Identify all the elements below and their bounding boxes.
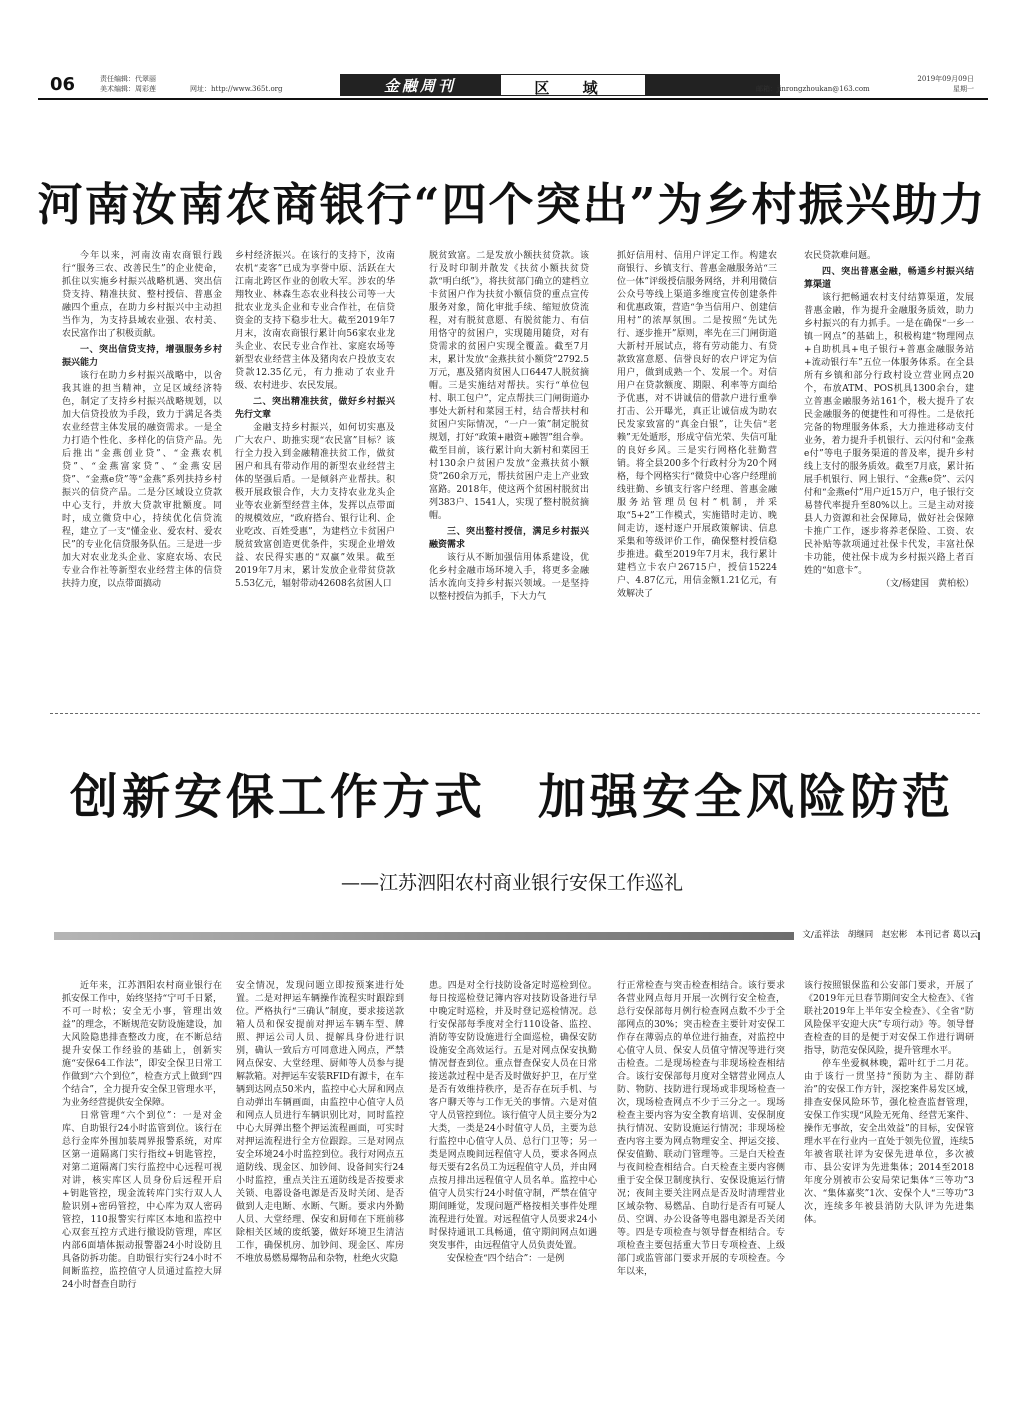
section-heading: 四、突出普惠金融，畅通乡村振兴结算渠道 [804, 267, 974, 290]
paragraph: 行正常检查与突击检查相结合。该行要求各营业网点每月开展一次例行安全检查，总行安保部每月例行检查网点数不少于全部网点的30%；突击检查主要针对安保工作存在薄弱点的单位进行抽查，对监控中心值守人员、保安人员值守情况等进行突击检查。二是现场检查与非现场检查相结合。该行安保部每月度对全辖营业网点人防、物防、技防进行现场或非现场检查一次，现场检查网点不少于三分之一。现场检查主要内容为安全教育培训、安保制度执行情况、安防设施运行情况；非现场检查内容主要为网点物理安全、押运交接、保安值勤、联动门管理等。三是白天检查与夜间检查相结合。白天检查主要内容侧重于安全保卫制度执行、安保设施运行情况；夜间主要关注网点是否及时清理营业区域杂物、易燃品、自助行是否有可疑人员、空调、办公设备等电器电源是否关闭等。四是专项检查与领导督查相结合。专项检查主要包括重大节日专项检查、上级部门或监管部门要求开展的专项检查。今年以来， [617, 981, 785, 1277]
paragraph: 今年以来，河南汝南农商银行践行“服务三农、改善民生”的企业使命，抓住以实施乡村振兴战略机遇、突出信贷支持、精准扶贫、整村授信、普惠金融四个重点，在助力乡村振兴中主动担当作为，为支持县域农业强、农村美、农民富作出了积极贡献。 [62, 251, 222, 339]
art-editor-line: 美术编辑：周彩莲 [100, 85, 156, 93]
section-heading: 一、突出信贷支持，增强服务乡村振兴能力 [62, 345, 222, 368]
section-heading: 二、突出精准扶贫，做好乡村振兴先行文章 [235, 397, 395, 420]
article1-column-2 [235, 250, 395, 700]
section-box [500, 74, 646, 96]
paragraph: 患。四是对全行技防设备定时巡检到位。每日按巡检登记簿内容对技防设备进行早中晚定时巡检，并及时登记巡检情况。总行安保部每季度对全行110设备、监控、消防等安防设施进行全面巡检，确保安防设施安全高效运行。五是对网点保安执勤情况督查到位。重点督查保安人员在日常接送款过程中是否及时做好护卫，在厅堂是否有效维持秩序，是否存在玩手机、与客户聊天等与工作无关的事情。六是对值守人员管控到位。该行值守人员主要分为2大类，一类是24小时值守人员，主要为总行监控中心值守人员、总行门卫等；另一类是网点晚间远程值守人员，要求各网点每天要有2名员工为远程值守人员，并由网点按月排出远程值守人员名单。监控中心值守人员实行24小时值守制，严禁在值守期间睡觉，发现问题严格按相关事件处理流程进行处置。对远程值守人员要求24小时保持通讯工具畅通，值守期间网点如遇突发事件，由远程值守人员负责处置。 [429, 981, 597, 1251]
website-link[interactable]: 网址：http://www.365t.org [190, 85, 283, 93]
author-credit: （文/杨建国 黄柏松） [880, 579, 974, 589]
paragraph: 农民贷款难问题。 [804, 251, 877, 261]
paragraph: 安保检查“四个结合”：一是例 [447, 1254, 565, 1264]
editor-credits [100, 74, 156, 94]
article1-title: 河南汝南农商银行“四个突出”为乡村振兴助力 [37, 178, 987, 231]
issue-date [917, 74, 974, 94]
paragraph: 该行在助力乡村振兴战略中，以舍我其谁的担当精神，立足区域经济特色，制定了支持乡村振兴战略规划，以加大信贷投放为手段，致力于满足各类农业经营主体发展的融资需求。一是全力打造个性化、多样化的信贷产品。先后推出“金燕创业贷”、“金燕农机贷”、“金燕富家贷”、“金燕安居贷”、“金燕e贷”等“金燕”系列扶持乡村振兴的信贷产品。二是分区域设立贷款中心支行，并放大贷款审批额度。同时，成立微贷中心，持续优化信贷流程，建立了一支“懂金业、爱农村、爱农民”的专业化信贷服务队伍。三是进一步加大对农业龙头企业、家庭农场、农民专业合作社等新型农业经营主体的信贷扶持力度，以点带面搞动 [62, 371, 222, 589]
article2-column-3 [429, 980, 597, 1380]
date-text: 2019年09月09日 [917, 75, 974, 83]
weekday-text: 星期一 [953, 85, 974, 93]
article2-column-4 [617, 980, 785, 1380]
email-address[interactable]: 邮箱：jinrongzhoukan@163.com [756, 85, 870, 93]
paragraph: 该行从不断加强信用体系建设，优化乡村金融市场环境入手，将更多金融活水流向支持乡村振兴领域。一是坚持以整村授信为抓手，下大力气 [429, 553, 589, 602]
paragraph: 安全情况，发现问题立即按预案进行处置。二是对押运车辆操作流程实时跟踪到位。严格执行“三确认”制度，要求接送款箱人员和保安提前对押运车辆车型、牌照、押运公司人员、提解具身份进行识别，确认一致后方可同意进入网点，严禁网点保安、大堂经理、厨师等人员参与提解款箱。对押运车安装RFID有源卡，在车辆到达网点50米内，监控中心大屏和网点自动弹出车辆画面，由监控中心值守人员和网点人员进行车辆识别比对，同时监控中心大屏弹出整个押运流程画面，可实时对押运流程进行全方位跟踪。三是对网点安全环境24小时监控到位。我行对网点五道防线、现金区、加钞间、设备间实行24小时监控，重点关注五道防线是否按要求关锁、电器设备电源是否及时关闭、是否做到人走电断、水断、气断。要求内外勤人员、大堂经理、保安和厨师在下班前移除相关区域的废纸篓，做好环境卫生清洁工作，确保机房、加钞间、现金区、库房不堆放易燃易爆物品和杂物，杜绝火灾隐 [236, 981, 404, 1264]
article2-subtitle: ——江苏泗阳农村商业银行安保工作巡礼 [340, 872, 683, 894]
article1-column-5 [804, 250, 974, 700]
paragraph: 抓好信用村、信用户评定工作。构建农商银行、乡镇支行、普惠金融服务站“三位一体”评级授信服务网络，并利用微信公众号等线上渠道多维度宣传创建条件和优惠政策，营造“争当信用户、创建信用村”的浓厚氛围。二是按照“先试先行、逐步推开”原则，率先在三门闸街道大新村开展试点，将有劳动能力、有贷款致富意愿、信誉良好的农户评定为信用户，做到成熟一个、发展一个。对信用户在贷款额度、期限、利率等方面给予优惠，对不讲诚信的借款户进行重拳打击、公开曝光，真正让诚信成为助农民发家致富的“真金白银”，让失信“老赖”无处遁形，形成守信光荣、失信可耻的良好乡风。三是实行网格化驻勤营销。将全县200多个行政村分为20个网格，每个网格实行“微贷中心客户经理前线驻勤、乡镇支行客户经理、普惠金融服务站管理员包村”机制，并采取“5+2”工作模式，实施错时走访、晚间走访，逐村逐户开展政策解读、信息采集和等级评价工作，确保整村授信稳步推进。截至2019年7月末，我行累计建档立卡农户26715户，授信15224户、4.87亿元，用信金额1.21亿元，有效解决了 [617, 251, 777, 599]
paragraph: 近年来，江苏泗阳农村商业银行在抓安保工作中，始终坚持“宁可千日紧，不可一时松；安全无小事，管理出效益”的理念，不断规范安防设施建设，加大风险隐患排查整改力度，在不断总结提升安保工作经验的基础上，创新实施“安保64工作法”，即安全保卫日常工作做到“六个到位”，检查方式上做到“四个结合”，全力提升安全保卫管理水平，为业务经营提供安全保障。 [62, 981, 222, 1108]
paragraph: 金融支持乡村振兴，如何切实惠及广大农户、助推实现“农民富”目标？该行全力投入到金融精准扶贫工作，做贫困户和具有带动作用的新型农业经营主体的坚强后盾。一是倾斜产业帮扶。积极开展政银合作，大力支持农业龙头企业等农业新型经营主体，发挥以点带面的规模效应，“政府搭台、银行让利、企业吃改、百姓受惠”，为建档立卡贫困户脱贫致富创造更优条件，实现企业增效益、农民得实惠的“双赢”效果。截至2019年7月末，累计发放企业带贫贷款5.53亿元，辐射带动42608名贫困人口 [235, 423, 395, 589]
paragraph: 停车坐爱枫林晚，霜叶红于二月花。由于该行一贯坚持“预防为主、群防群治”的安保工作方针，深挖案件易发区域，排查安保风险环节，强化检查监督管理，安保工作实现“风险无死角、经营无案件、操作无事故，安全出效益”的目标，安保管理水平在行业内一直处于领先位置，连续5年被省联社评为安保先进单位，多次被市、县公安评为先进集体；2014至2018年度分别被市公安局荣记集体“三等功”3次、“集体嘉奖”1次、安保个人“三等功”3次，连续多年被县消防大队评为先进集体。 [804, 1059, 974, 1225]
header-ribbon [340, 74, 780, 96]
section-name: 区 域 [534, 79, 612, 97]
article2-byline: 文/孟祥法 胡继同 赵宏彬 本刊记者 葛以云 [794, 928, 978, 940]
header-rule [38, 98, 988, 100]
page-number: 06 [50, 74, 76, 95]
article2-column-2 [236, 980, 404, 1380]
article2-title: 创新安保工作方式 加强安全风险防范 [69, 769, 954, 825]
paragraph: 乡村经济振兴。在该行的支持下，汝南农机“麦客”已成为享誉中原、活跃在大江南北跨区作业的创收大军。涉农的华翔牧业、林森生态农业科技公司等一大批农业龙头企业和专业合作社，在信贷资金的支持下稳步壮大。截至2019年7月末，汝南农商银行累计向56家农业龙头企业、农民专业合作社、家庭农场等新型农业经营主体及猪肉农户投放支农贷款12.35亿元，有力推动了农业升级、农村进步、农民发展。 [235, 251, 395, 391]
paragraph: 日常管理“六个到位”：一是对金库、自助银行24小时监管到位。该行在总行金库外围加装周界报警系统，对库区第一道隔离门实行指纹+钥匙管控，对第二道隔离门实行监控中心远程可视对讲，核实库区人员身份后远程开启+钥匙管控，现金流转库门实行双人人脸识别+密码管控，中心库为双人密码管控，110报警实行库区本地和监控中心双套互控方式进行撤设防管理，库区内部6面墙体振动报警器24小时设防且具备防拆功能。自助银行实行24小时不间断监控，监控值守人员通过监控大屏24小时督查自助行 [62, 1111, 222, 1290]
article1-column-3 [429, 250, 589, 700]
journal-name: 金融周刊 [384, 77, 457, 95]
article2-column-5 [804, 980, 974, 1380]
paragraph: 脱贫致富。二是发放小额扶贫贷款。该行及时印制并散发《扶贫小额扶贫贷款“明白纸”》，将扶贫部门确立的建档立卡贫困户作为扶贫小额信贷的重点宣传服务对象，简化审批手续、缩短放贷流程，对有脱贫意愿、有脱贫能力、有信用恪守的贫困户，实现随用随贷，对有贷需求的贫困户实现全覆盖。截至7月末，累计发放“金燕扶贫小额贷”2792.5万元，惠及猪肉贫困人口6447人脱贫摘帽。三是实施结对帮扶。实行“单位包村、职工包户”，定点帮扶三门闸街道办事处大新村和菜园王村，结合帮扶村和贫困户实际情况，“一户一策”制定脱贫规划，打好“政策+融资+融智”组合拳。截至目前，该行累计向大新村和菜园王村130余户贫困户发放“金燕扶贫小额贷”260余万元，帮扶贫困户走上产业致富路。2018年，使这两个贫困村脱贫出列383户、1541人，实现了整村脱贫摘帽。 [429, 251, 589, 521]
article-divider [50, 713, 980, 714]
article1-column-1 [62, 250, 222, 700]
editor-line: 责任编辑：代翠丽 [100, 75, 156, 83]
article2-column-1 [62, 980, 222, 1380]
paragraph: 该行把畅通农村支付结算渠道，发展普惠金融，作为提升金融服务质效，助力乡村振兴的有力抓手。一是在确保“一乡一镇一网点”的基础上，积极构建“物理网点+自助机具+电子银行+普惠金融服务站+流动银行车”五位一体服务体系。在全县所有乡镇和部分行政村设立营业网点20个，布放ATM、POS机具1300余台，建立普惠金融服务站161个，极大提升了农民金融服务的便捷性和可得性。二是依托完备的物理服务体系，大力推进移动支付业务，着力提升手机银行、云闪付和“金燕e付”等电子服务渠道的普及率，提升乡村线上支付的服务质效。截至7月底，累计拓展手机银行、网上银行、“金燕e贷”、云闪付和“金燕e付”用户近15万户，电子银行交易替代率提升至80%以上。三是主动对接县人力资源和社会保障局，做好社会保障卡推广工作，逐步将养老保险、工资、农民补贴等款项通过社保卡代发，丰富社保卡功能，使社保卡成为乡村振兴路上者百姓的“如意卡”。 [804, 293, 974, 576]
section-heading: 三、突出整村授信，满足乡村振兴融资需求 [429, 527, 589, 550]
paragraph: 该行按照银保监和公安部门要求，开展了《2019年元旦春节期间安全大检查》、《省联社2019年上半年安全检查》、《全省“防风险保平安迎大庆”专项行动》等。领导督查检查的目的是便于对安保工作进行调研指导，防范安保风险，提升管理水平。 [804, 981, 974, 1056]
article1-column-4 [617, 250, 777, 700]
